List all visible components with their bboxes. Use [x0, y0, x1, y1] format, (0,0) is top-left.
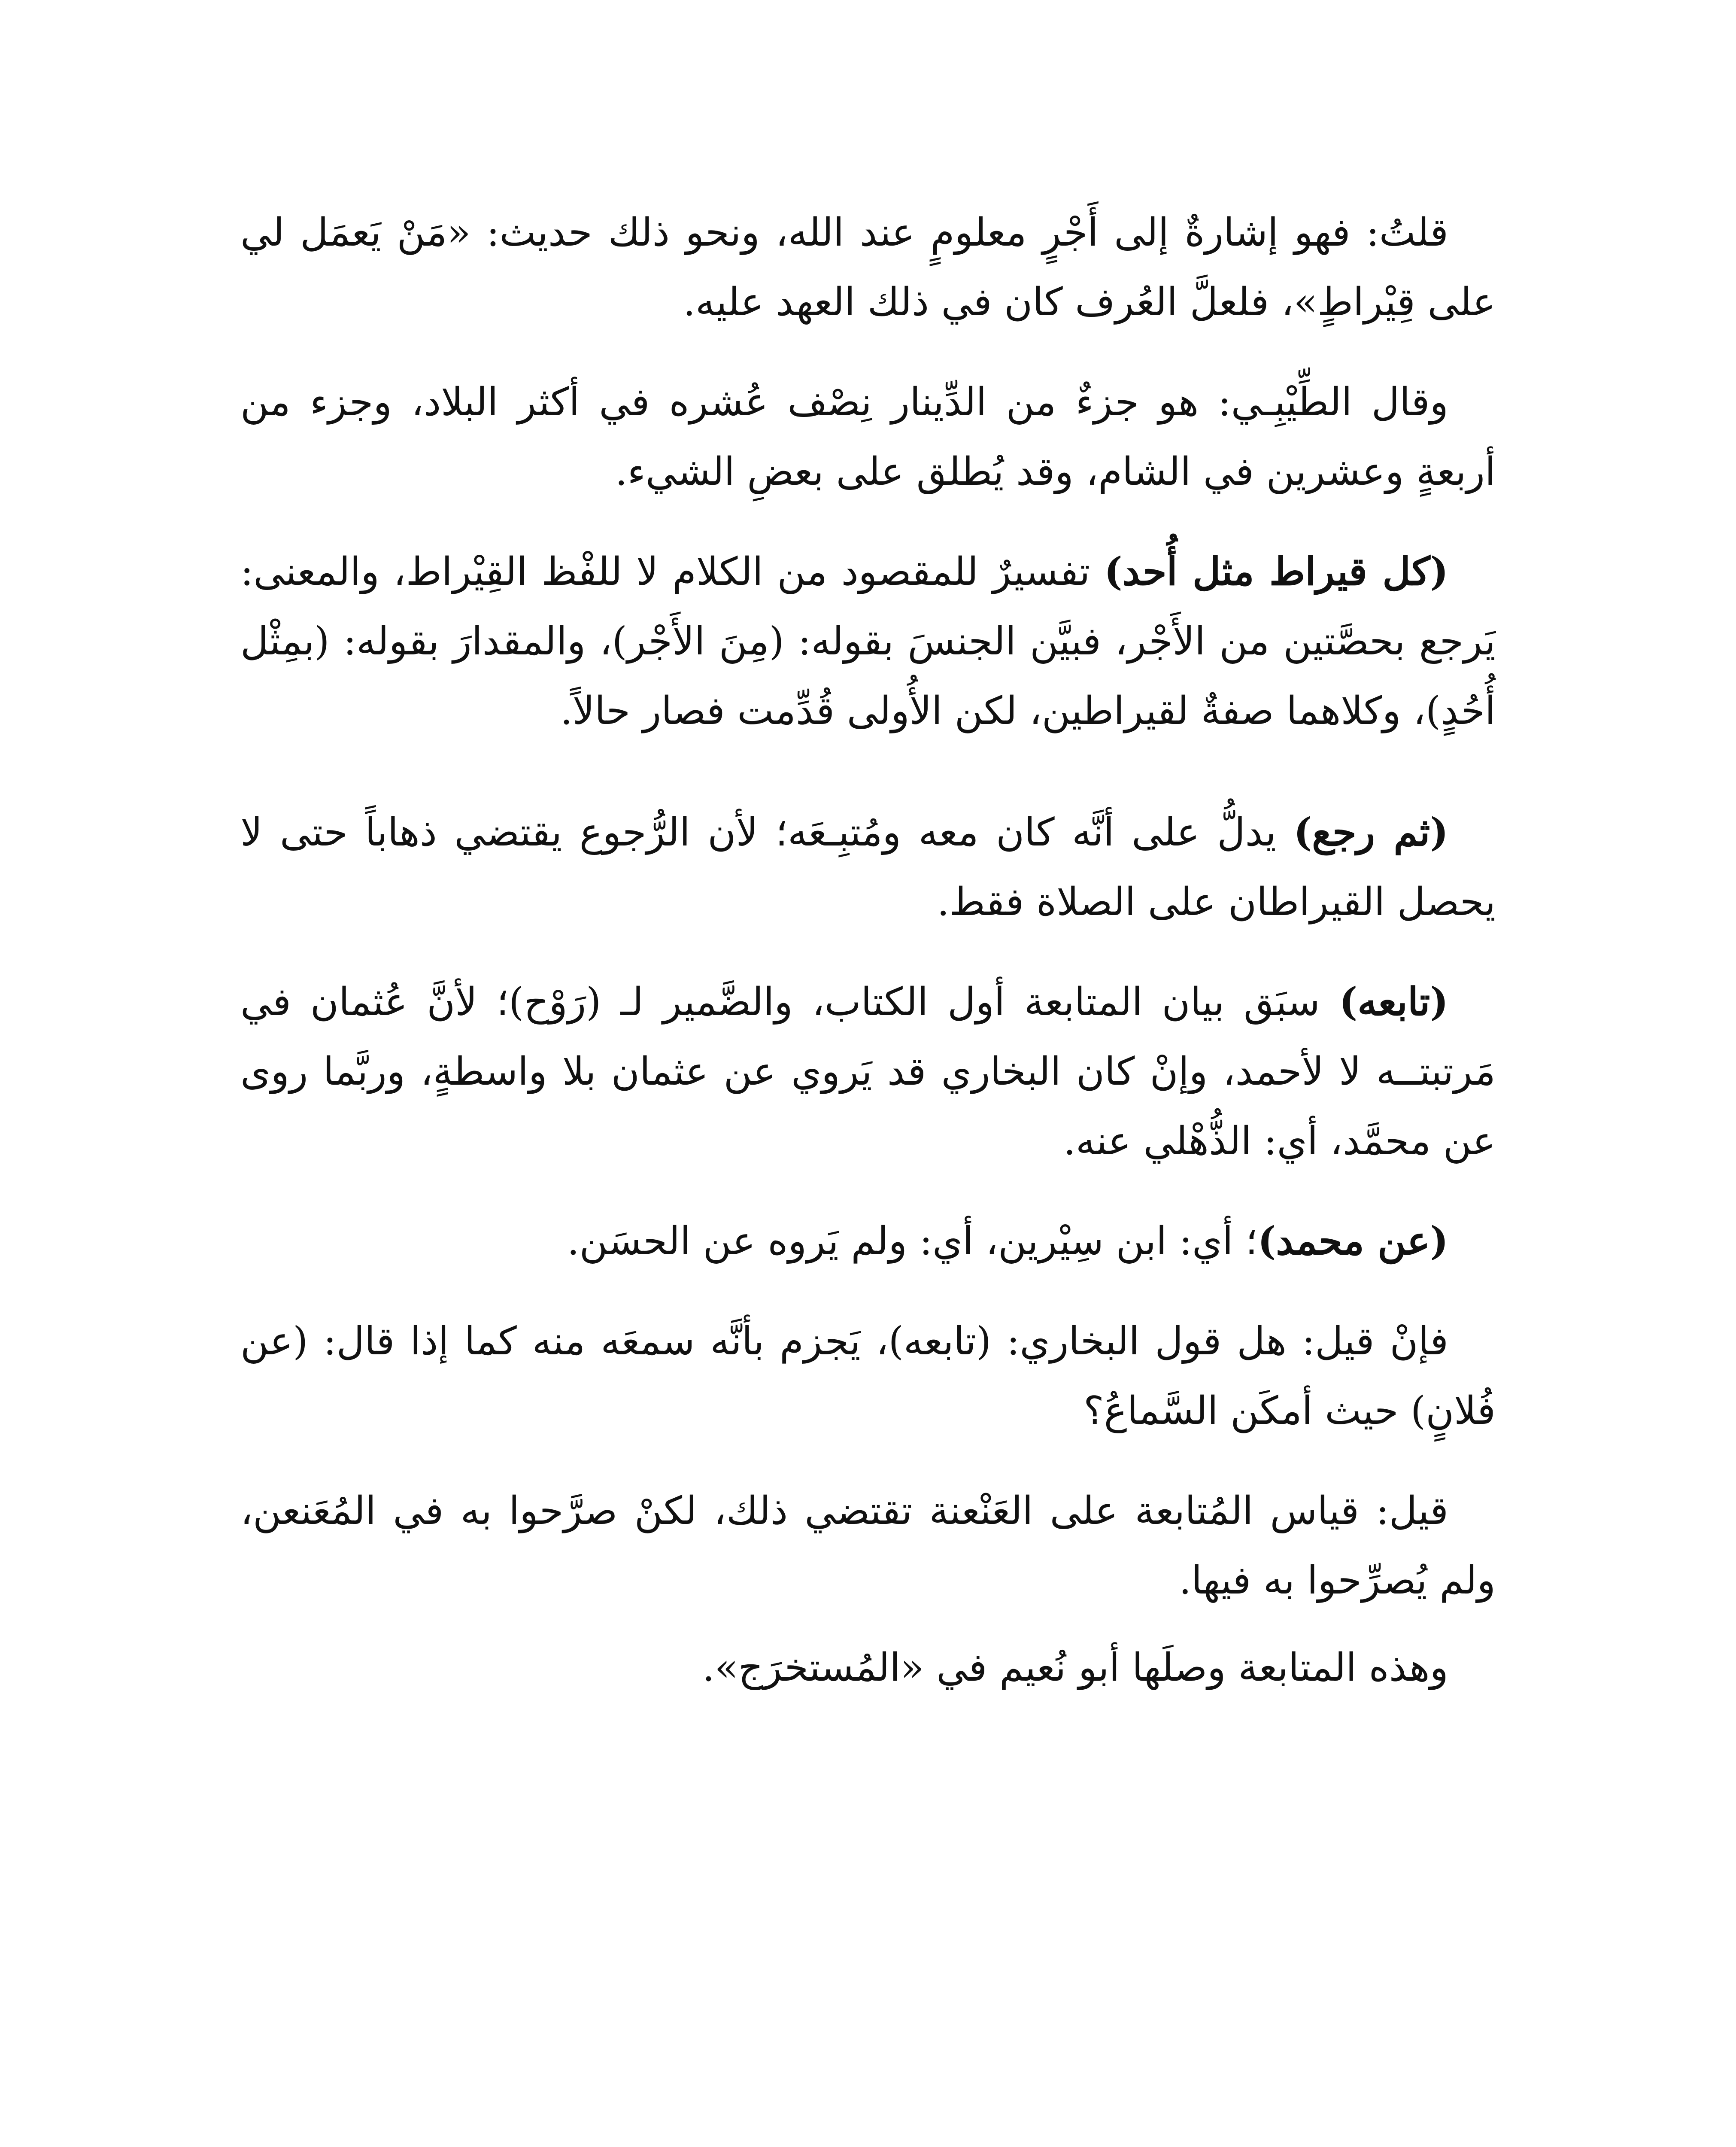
paragraph-7-text: فإنْ قيل: هل قول البخاري: (تابعه)، يَجزم بأنَّه سمعَه منه كما إذا قال: (عن فُلانٍ) حيث أمكَن السَّماعُ؟	[240, 1319, 1496, 1433]
paragraph-4-text: يدلُّ على أنَّه كان معه ومُتبِـعَه؛ لأن الرُّجوع يقتضي ذهاباً حتى لا يحصل القيراطان على الصلاة فقط.	[240, 810, 1496, 924]
paragraph-6-lead: (عن محمد)	[1257, 1218, 1448, 1264]
paragraph-4-lead: (ثم رجع)	[1293, 809, 1448, 855]
paragraph-6-text: ؛ أي: ابن سِيْرين، أي: ولم يَروه عن الحسَن.	[567, 1219, 1258, 1264]
paragraph-9	[240, 1633, 1496, 1703]
paragraph-3-text: تفسيرٌ للمقصود من الكلام لا للفْظ القِيْراط، والمعنى: يَرجع بحصَّتين من الأَجْر، فبيَّن الجنسَ بقوله: (مِنَ الأَجْر)، والمقدارَ بقوله: (بمِثْل أُحُدٍ)، وكلاهما صفةٌ لقيراطين، لكن الأُولى قُدِّمت فصار حالاً.	[240, 549, 1496, 733]
main-text	[240, 198, 1496, 1733]
paragraph-5	[240, 967, 1496, 1176]
paragraph-3-lead: (كل قيراط مثل أُحد)	[1104, 549, 1448, 594]
paragraph-1	[240, 198, 1496, 337]
paragraph-4	[240, 797, 1496, 937]
paragraph-8	[240, 1476, 1496, 1615]
paragraph-9-text: وهذه المتابعة وصلَها أبو نُعيم في «المُستخرَج».	[702, 1645, 1448, 1690]
paragraph-2	[240, 367, 1496, 507]
paragraph-2-text: وقال الطِّيْبِـي: هو جزءٌ من الدِّينار نِصْف عُشره في أكثر البلاد، وجزء من أربعةٍ وعشرين في الشام، وقد يُطلق على بعضِ الشيء.	[240, 380, 1496, 494]
paragraph-1-text: قلتُ: فهو إشارةٌ إلى أَجْرٍ معلومٍ عند الله، ونحو ذلك حديث: «مَنْ يَعمَل لي على قِيْراطٍ»، فلعلَّ العُرف كان في ذلك العهد عليه.	[240, 210, 1496, 325]
paragraph-6	[240, 1206, 1496, 1276]
paragraph-7	[240, 1306, 1496, 1446]
paragraph-5-text: سبَق بيان المتابعة أول الكتاب، والضَّمير لـ (رَوْح)؛ لأنَّ عُثمان في مَرتبتــه لا لأحمد، وإنْ كان البخاري قد يَروي عن عثمان بلا واسطةٍ، وربَّما روى عن محمَّد، أي: الذُّهْلي عنه.	[240, 979, 1496, 1164]
paragraph-5-lead: (تابعه)	[1339, 979, 1448, 1025]
paragraph-3	[240, 537, 1496, 746]
paragraph-8-text: قيل: قياس المُتابعة على العَنْعنة تقتضي ذلك، لكنْ صرَّحوا به في المُعَنعن، ولم يُصرِّحوا به فيها.	[240, 1488, 1496, 1603]
